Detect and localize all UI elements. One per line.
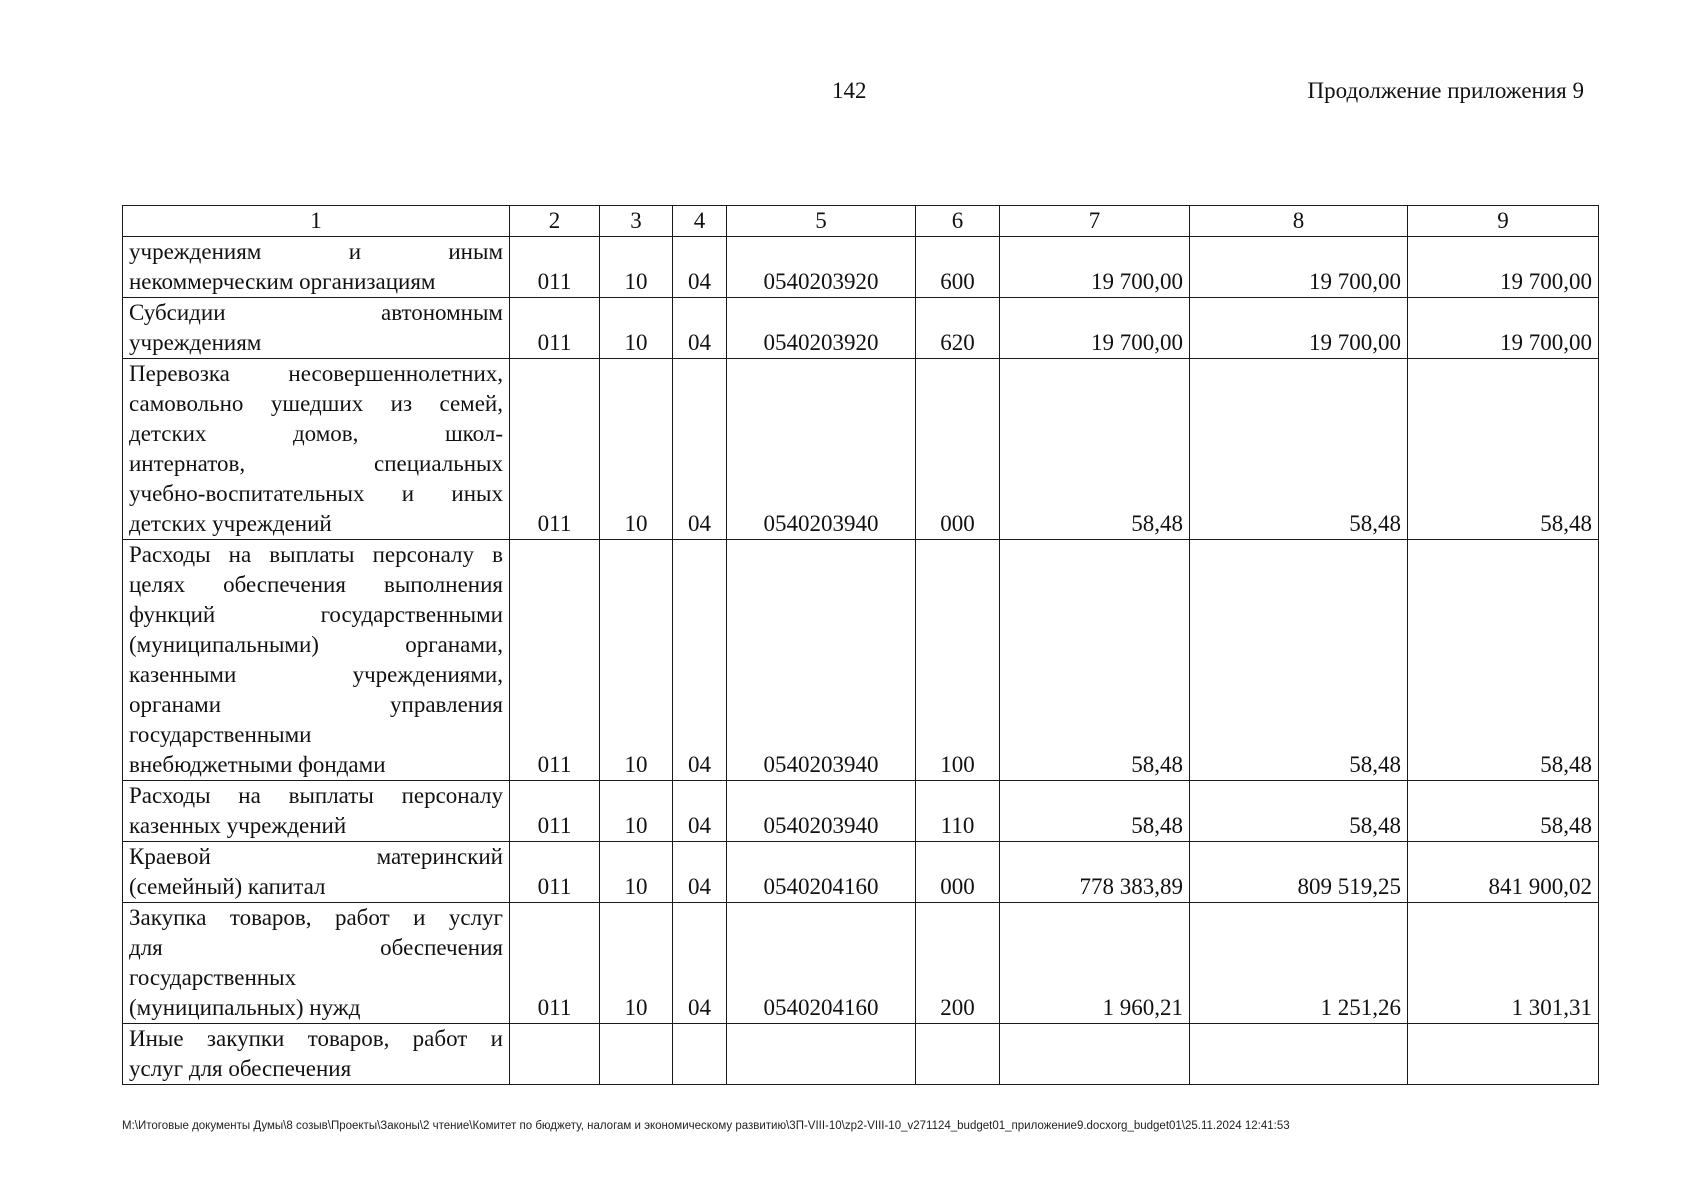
file-path-footer: M:\Итоговые документы Думы\8 созыв\Проекты\Законы\2 чтение\Комитет по бюджету, налогам и экономическому развитию\3П-VIII-10\zp2-VIII-10_v271124_budget01_приложение9.docxorg_budget01\25.11.2024 12:41:53 bbox=[122, 1120, 1290, 1132]
amount-2025-cell: 1 960,21 bbox=[1000, 903, 1190, 1024]
podrazdel-cell: 04 bbox=[673, 540, 727, 781]
budget-table bbox=[122, 205, 1599, 1085]
razdel-code-cell: 011 bbox=[510, 237, 600, 298]
description-line: Расходы на выплаты персоналу в bbox=[129, 542, 503, 567]
target-article-code-cell bbox=[727, 1024, 916, 1085]
amount-2025-cell: 58,48 bbox=[1000, 359, 1190, 540]
column-header: 8 bbox=[1190, 206, 1408, 237]
razdel-code-cell: 011 bbox=[510, 359, 600, 540]
amount-2025-cell: 19 700,00 bbox=[1000, 237, 1190, 298]
table-row bbox=[123, 359, 1599, 540]
target-article-code-cell: 0540204160 bbox=[727, 903, 916, 1024]
description-line: (муниципальными) органами, bbox=[129, 632, 503, 657]
target-article-code-cell: 0540203920 bbox=[727, 237, 916, 298]
amount-2027-cell: 58,48 bbox=[1408, 540, 1599, 781]
amount-2027-cell: 841 900,02 bbox=[1408, 842, 1599, 903]
amount-2025-cell: 58,48 bbox=[1000, 540, 1190, 781]
amount-2025-cell bbox=[1000, 1024, 1190, 1085]
description-line: органами управления bbox=[129, 692, 503, 717]
amount-2026-cell: 1 251,26 bbox=[1190, 903, 1408, 1024]
column-header: 9 bbox=[1408, 206, 1599, 237]
table-row bbox=[123, 540, 1599, 781]
description-line: Перевозка несовершеннолетних, bbox=[129, 361, 503, 386]
razdel-code-cell: 011 bbox=[510, 298, 600, 359]
description-line: государственными bbox=[129, 722, 312, 747]
description-line: Иные закупки товаров, работ и bbox=[129, 1026, 503, 1051]
target-article-code-cell: 0540203940 bbox=[727, 359, 916, 540]
description-line: услуг для обеспечения bbox=[129, 1056, 352, 1081]
amount-2027-cell bbox=[1408, 1024, 1599, 1085]
expense-type-code-cell bbox=[916, 1024, 1000, 1085]
description-line: интернатов, специальных bbox=[129, 451, 503, 476]
podrazdel-cell: 04 bbox=[673, 903, 727, 1024]
description-line: Закупка товаров, работ и услуг bbox=[129, 905, 503, 930]
column-header: 2 bbox=[510, 206, 600, 237]
amount-2027-cell: 58,48 bbox=[1408, 781, 1599, 842]
razdel-cell: 10 bbox=[600, 781, 673, 842]
amount-2027-cell: 19 700,00 bbox=[1408, 237, 1599, 298]
row-description bbox=[123, 359, 510, 540]
amount-2025-cell: 58,48 bbox=[1000, 781, 1190, 842]
table-header-row bbox=[123, 206, 1599, 237]
razdel-code-cell bbox=[510, 1024, 600, 1085]
amount-2027-cell: 1 301,31 bbox=[1408, 903, 1599, 1024]
amount-2027-cell: 58,48 bbox=[1408, 359, 1599, 540]
razdel-cell: 10 bbox=[600, 540, 673, 781]
expense-type-code-cell: 100 bbox=[916, 540, 1000, 781]
row-description bbox=[123, 903, 510, 1024]
amount-2026-cell: 19 700,00 bbox=[1190, 298, 1408, 359]
podrazdel-cell bbox=[673, 1024, 727, 1085]
amount-2026-cell: 809 519,25 bbox=[1190, 842, 1408, 903]
table-row bbox=[123, 1024, 1599, 1085]
razdel-cell: 10 bbox=[600, 842, 673, 903]
description-line: Краевой материнский bbox=[129, 844, 503, 869]
description-line: самовольно ушедших из семей, bbox=[129, 391, 503, 416]
podrazdel-cell: 04 bbox=[673, 842, 727, 903]
row-description bbox=[123, 842, 510, 903]
description-line: учебно-воспитательных и иных bbox=[129, 481, 503, 506]
description-line: некоммерческим организациям bbox=[129, 269, 436, 294]
razdel-cell bbox=[600, 1024, 673, 1085]
podrazdel-cell: 04 bbox=[673, 781, 727, 842]
amount-2026-cell: 58,48 bbox=[1190, 781, 1408, 842]
description-line: внебюджетными фондами bbox=[129, 752, 386, 777]
description-line: учреждениям bbox=[129, 330, 262, 355]
razdel-code-cell: 011 bbox=[510, 540, 600, 781]
podrazdel-cell: 04 bbox=[673, 298, 727, 359]
column-header: 1 bbox=[123, 206, 510, 237]
description-line: детских учреждений bbox=[129, 511, 332, 536]
row-description bbox=[123, 237, 510, 298]
razdel-code-cell: 011 bbox=[510, 842, 600, 903]
row-description bbox=[123, 1024, 510, 1085]
column-header: 4 bbox=[673, 206, 727, 237]
description-line: функций государственными bbox=[129, 602, 503, 627]
amount-2025-cell: 19 700,00 bbox=[1000, 298, 1190, 359]
description-line: Расходы на выплаты персоналу bbox=[129, 783, 503, 808]
amount-2027-cell: 19 700,00 bbox=[1408, 298, 1599, 359]
podrazdel-cell: 04 bbox=[673, 237, 727, 298]
row-description bbox=[123, 540, 510, 781]
amount-2026-cell bbox=[1190, 1024, 1408, 1085]
expense-type-code-cell: 000 bbox=[916, 359, 1000, 540]
expense-type-code-cell: 600 bbox=[916, 237, 1000, 298]
target-article-code-cell: 0540203940 bbox=[727, 540, 916, 781]
amount-2026-cell: 58,48 bbox=[1190, 359, 1408, 540]
description-line: учреждениям и иным bbox=[129, 239, 503, 264]
description-line: государственных bbox=[129, 965, 297, 990]
table-row bbox=[123, 842, 1599, 903]
table-row bbox=[123, 237, 1599, 298]
razdel-cell: 10 bbox=[600, 359, 673, 540]
expense-type-code-cell: 000 bbox=[916, 842, 1000, 903]
podrazdel-cell: 04 bbox=[673, 359, 727, 540]
razdel-cell: 10 bbox=[600, 298, 673, 359]
row-description bbox=[123, 298, 510, 359]
target-article-code-cell: 0540203940 bbox=[727, 781, 916, 842]
razdel-cell: 10 bbox=[600, 237, 673, 298]
description-line: (семейный) капитал bbox=[129, 874, 326, 899]
description-line: Субсидии автономным bbox=[129, 300, 503, 325]
row-description bbox=[123, 781, 510, 842]
amount-2026-cell: 58,48 bbox=[1190, 540, 1408, 781]
target-article-code-cell: 0540204160 bbox=[727, 842, 916, 903]
description-line: целях обеспечения выполнения bbox=[129, 572, 503, 597]
expense-type-code-cell: 620 bbox=[916, 298, 1000, 359]
column-header: 3 bbox=[600, 206, 673, 237]
table-row bbox=[123, 298, 1599, 359]
appendix-continuation-label: Продолжение приложения 9 bbox=[1307, 78, 1584, 103]
expense-type-code-cell: 200 bbox=[916, 903, 1000, 1024]
amount-2025-cell: 778 383,89 bbox=[1000, 842, 1190, 903]
amount-2026-cell: 19 700,00 bbox=[1190, 237, 1408, 298]
target-article-code-cell: 0540203920 bbox=[727, 298, 916, 359]
description-line: казенных учреждений bbox=[129, 813, 347, 838]
table-row bbox=[123, 781, 1599, 842]
page-number: 142 bbox=[832, 78, 867, 103]
description-line: (муниципальных) нужд bbox=[129, 995, 361, 1020]
expense-type-code-cell: 110 bbox=[916, 781, 1000, 842]
table-row bbox=[123, 903, 1599, 1024]
razdel-cell: 10 bbox=[600, 903, 673, 1024]
razdel-code-cell: 011 bbox=[510, 903, 600, 1024]
column-header: 7 bbox=[1000, 206, 1190, 237]
description-line: детских домов, школ- bbox=[129, 421, 503, 446]
description-line: казенными учреждениями, bbox=[129, 662, 503, 687]
column-header: 6 bbox=[916, 206, 1000, 237]
description-line: для обеспечения bbox=[129, 935, 503, 960]
column-header: 5 bbox=[727, 206, 916, 237]
razdel-code-cell: 011 bbox=[510, 781, 600, 842]
